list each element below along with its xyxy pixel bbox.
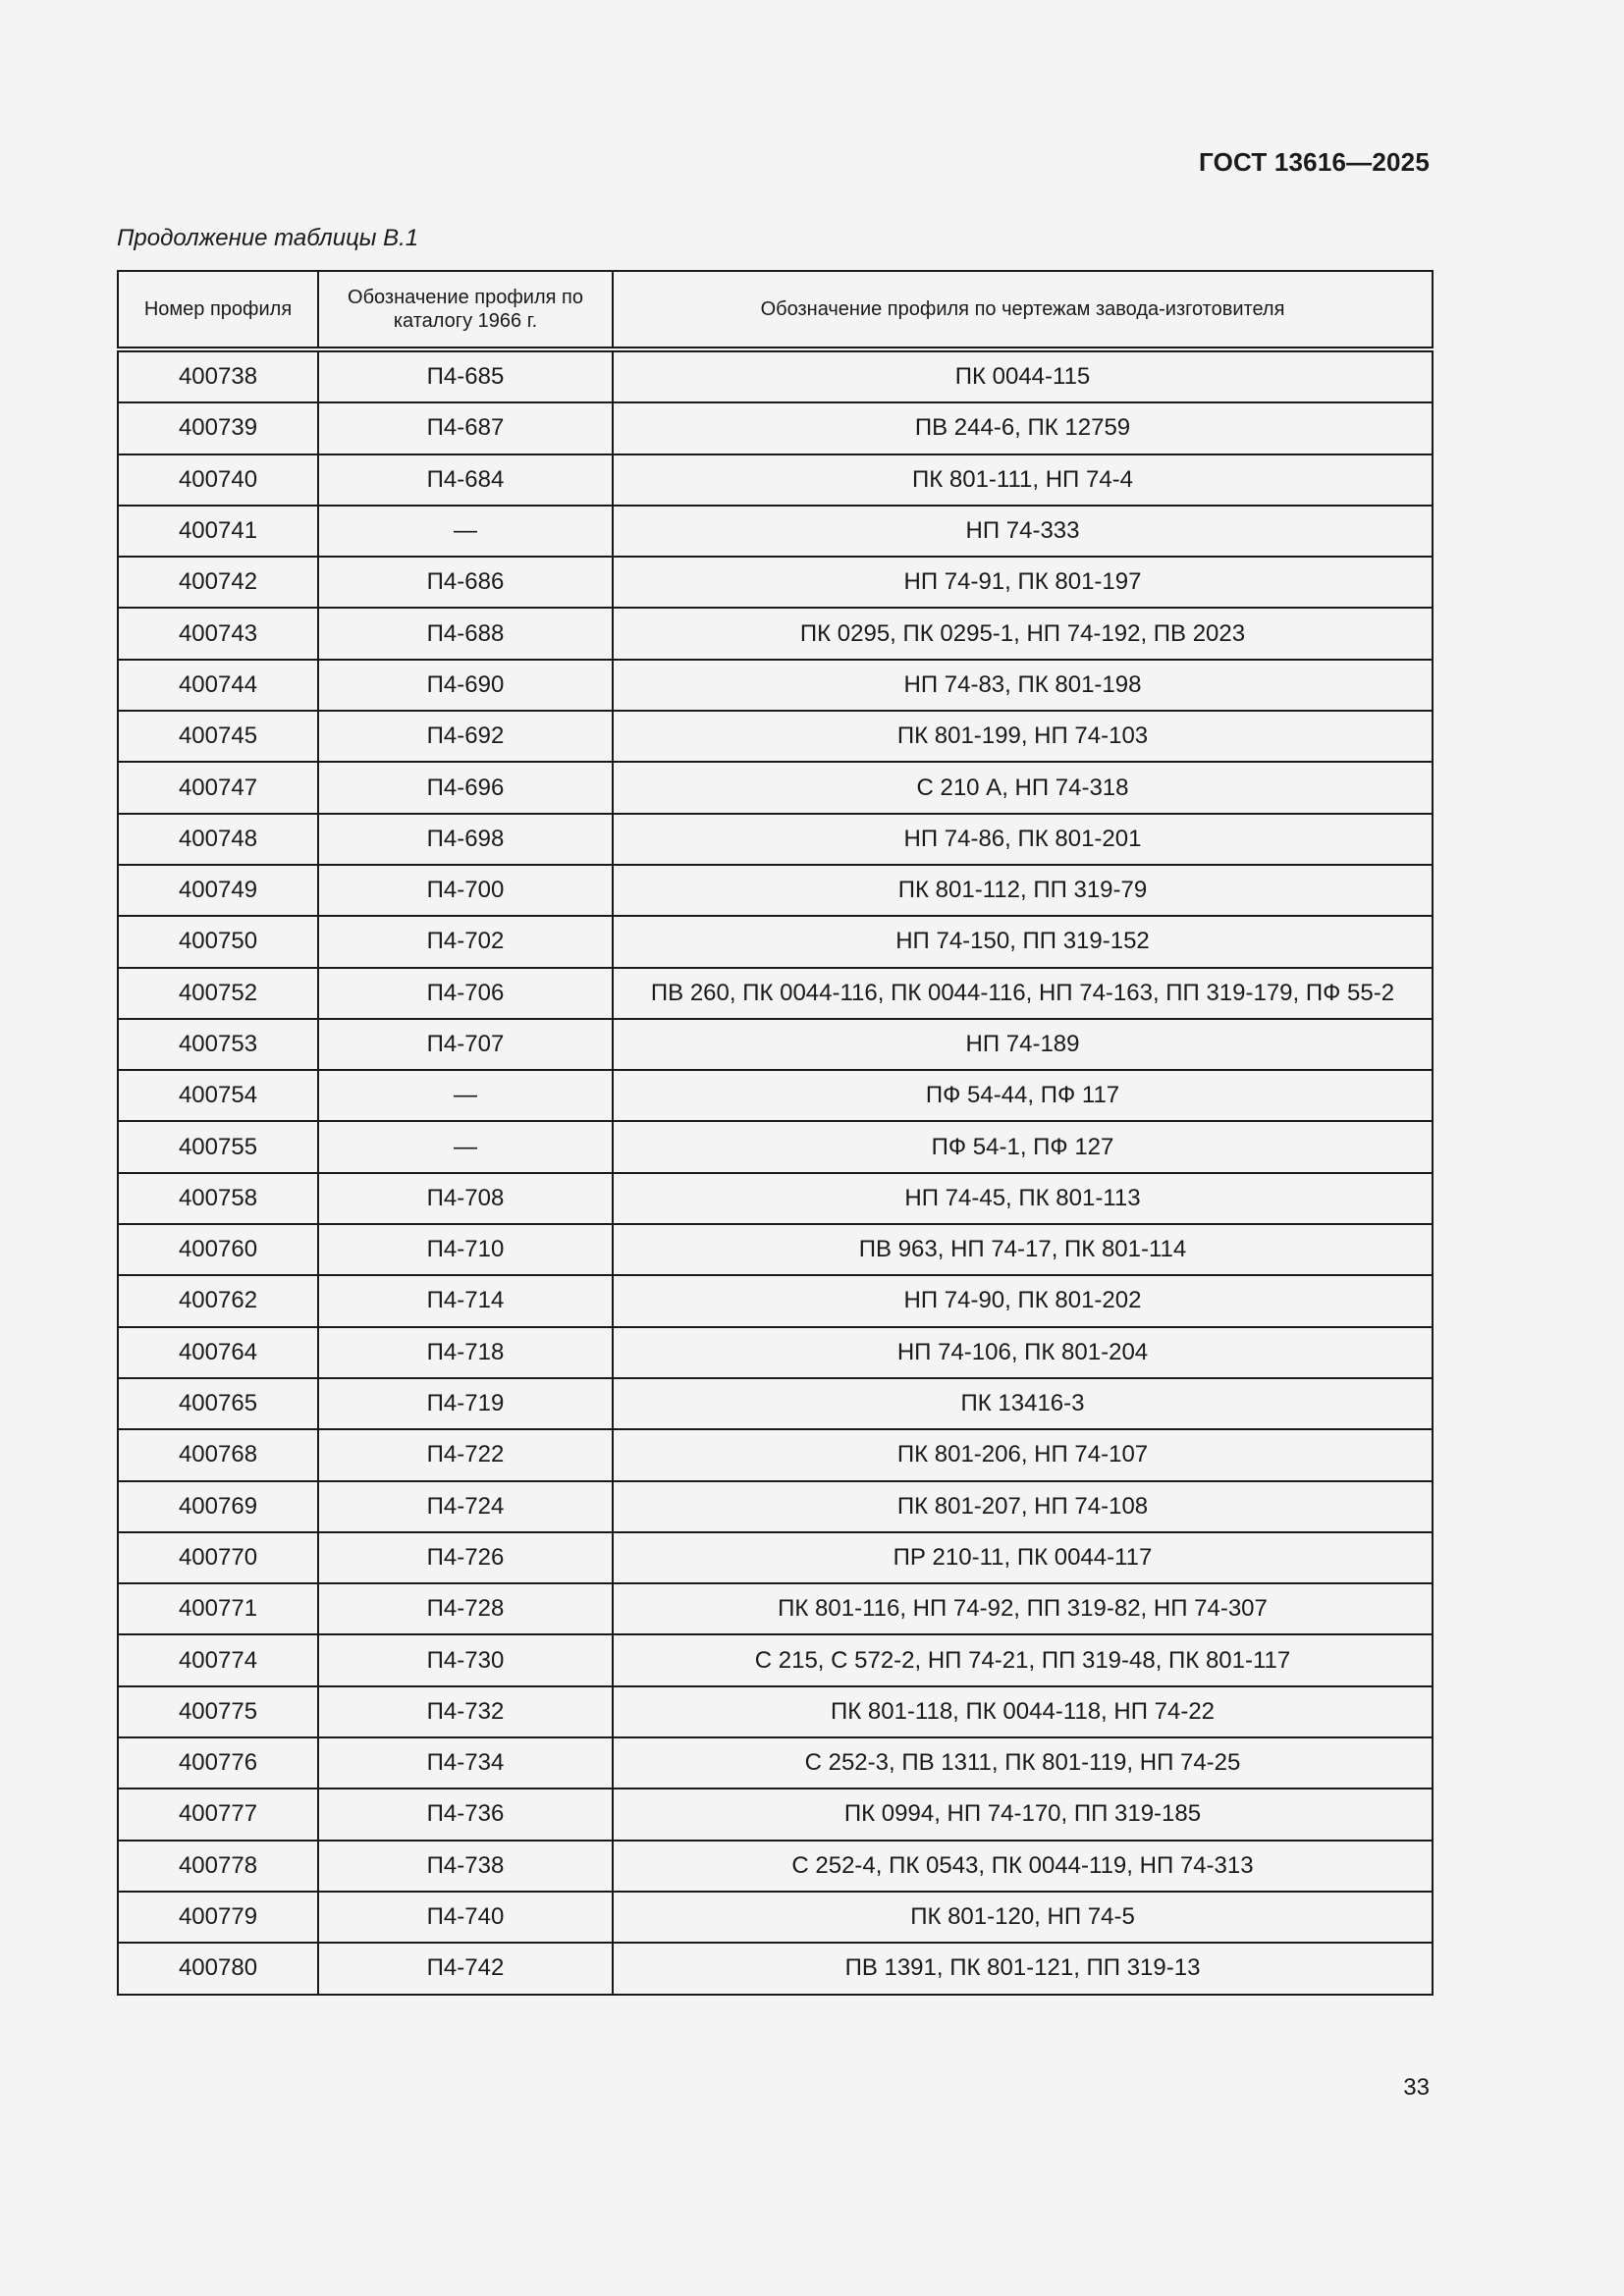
cell-manufacturer-designation: ПК 801-207, НП 74-108 [613, 1481, 1433, 1532]
cell-manufacturer-designation: НП 74-150, ПП 319-152 [613, 916, 1433, 967]
cell-profile-number: 400741 [118, 506, 318, 557]
cell-manufacturer-designation: НП 74-333 [613, 506, 1433, 557]
table-row [118, 762, 1433, 813]
cell-catalog-designation: — [318, 1121, 613, 1172]
cell-catalog-designation: П4-740 [318, 1892, 613, 1943]
table-row [118, 1481, 1433, 1532]
cell-catalog-designation: П4-742 [318, 1943, 613, 1994]
cell-catalog-designation: — [318, 506, 613, 557]
cell-profile-number: 400754 [118, 1070, 318, 1121]
cell-manufacturer-designation: ПК 0295, ПК 0295-1, НП 74-192, ПВ 2023 [613, 608, 1433, 659]
cell-manufacturer-designation: НП 74-106, ПК 801-204 [613, 1327, 1433, 1378]
cell-profile-number: 400749 [118, 865, 318, 916]
cell-profile-number: 400764 [118, 1327, 318, 1378]
cell-manufacturer-designation: ПВ 963, НП 74-17, ПК 801-114 [613, 1224, 1433, 1275]
table-row [118, 814, 1433, 865]
cell-catalog-designation: П4-696 [318, 762, 613, 813]
table-row [118, 1789, 1433, 1840]
table-row [118, 1841, 1433, 1892]
cell-profile-number: 400745 [118, 711, 318, 762]
table-row [118, 506, 1433, 557]
cell-manufacturer-designation: ПФ 54-44, ПФ 117 [613, 1070, 1433, 1121]
table-row [118, 1892, 1433, 1943]
cell-manufacturer-designation: ПК 0994, НП 74-170, ПП 319-185 [613, 1789, 1433, 1840]
table-row [118, 1634, 1433, 1685]
cell-profile-number: 400775 [118, 1686, 318, 1737]
cell-manufacturer-designation: С 252-3, ПВ 1311, ПК 801-119, НП 74-25 [613, 1737, 1433, 1789]
cell-profile-number: 400750 [118, 916, 318, 967]
cell-profile-number: 400742 [118, 557, 318, 608]
cell-catalog-designation: П4-698 [318, 814, 613, 865]
table-row [118, 1327, 1433, 1378]
cell-manufacturer-designation: ПК 0044-115 [613, 349, 1433, 402]
cell-catalog-designation: П4-685 [318, 349, 613, 402]
cell-manufacturer-designation: НП 74-189 [613, 1019, 1433, 1070]
cell-manufacturer-designation: ПВ 1391, ПК 801-121, ПП 319-13 [613, 1943, 1433, 1994]
table-row [118, 608, 1433, 659]
cell-profile-number: 400779 [118, 1892, 318, 1943]
cell-catalog-designation: П4-708 [318, 1173, 613, 1224]
table-row [118, 557, 1433, 608]
cell-manufacturer-designation: ПВ 244-6, ПК 12759 [613, 402, 1433, 454]
cell-catalog-designation: П4-700 [318, 865, 613, 916]
cell-manufacturer-designation: ПВ 260, ПК 0044-116, ПК 0044-116, НП 74-163, ПП 319-179, ПФ 55-2 [613, 968, 1433, 1019]
cell-manufacturer-designation: С 215, С 572-2, НП 74-21, ПП 319-48, ПК 801-117 [613, 1634, 1433, 1685]
table-row [118, 916, 1433, 967]
cell-catalog-designation: П4-728 [318, 1583, 613, 1634]
table-row [118, 1019, 1433, 1070]
table-row [118, 349, 1433, 402]
cell-profile-number: 400744 [118, 660, 318, 711]
table-row [118, 1532, 1433, 1583]
column-header-catalog-1966: Обозначение профиля по каталогу 1966 г. [318, 271, 613, 349]
cell-catalog-designation: П4-736 [318, 1789, 613, 1840]
cell-profile-number: 400740 [118, 454, 318, 506]
table-row [118, 1224, 1433, 1275]
cell-profile-number: 400778 [118, 1841, 318, 1892]
cell-manufacturer-designation: ПК 801-112, ПП 319-79 [613, 865, 1433, 916]
cell-catalog-designation: П4-732 [318, 1686, 613, 1737]
cell-manufacturer-designation: ПФ 54-1, ПФ 127 [613, 1121, 1433, 1172]
cell-profile-number: 400760 [118, 1224, 318, 1275]
column-header-profile-number: Номер профиля [118, 271, 318, 349]
cell-profile-number: 400739 [118, 402, 318, 454]
table-row [118, 1275, 1433, 1326]
cell-catalog-designation: П4-687 [318, 402, 613, 454]
cell-manufacturer-designation: ПК 801-120, НП 74-5 [613, 1892, 1433, 1943]
cell-catalog-designation: П4-738 [318, 1841, 613, 1892]
cell-manufacturer-designation: ПР 210-11, ПК 0044-117 [613, 1532, 1433, 1583]
cell-manufacturer-designation: ПК 801-206, НП 74-107 [613, 1429, 1433, 1480]
cell-manufacturer-designation: НП 74-83, ПК 801-198 [613, 660, 1433, 711]
cell-manufacturer-designation: ПК 801-118, ПК 0044-118, НП 74-22 [613, 1686, 1433, 1737]
cell-manufacturer-designation: НП 74-86, ПК 801-201 [613, 814, 1433, 865]
cell-catalog-designation: П4-718 [318, 1327, 613, 1378]
cell-manufacturer-designation: С 252-4, ПК 0543, ПК 0044-119, НП 74-313 [613, 1841, 1433, 1892]
cell-catalog-designation: П4-734 [318, 1737, 613, 1789]
cell-profile-number: 400780 [118, 1943, 318, 1994]
table-row [118, 1173, 1433, 1224]
cell-profile-number: 400765 [118, 1378, 318, 1429]
cell-catalog-designation: П4-707 [318, 1019, 613, 1070]
cell-catalog-designation: — [318, 1070, 613, 1121]
cell-profile-number: 400747 [118, 762, 318, 813]
cell-profile-number: 400768 [118, 1429, 318, 1480]
cell-profile-number: 400762 [118, 1275, 318, 1326]
cell-catalog-designation: П4-730 [318, 1634, 613, 1685]
table-row [118, 711, 1433, 762]
table-row [118, 968, 1433, 1019]
cell-profile-number: 400748 [118, 814, 318, 865]
table-header-row [118, 271, 1433, 349]
cell-catalog-designation: П4-706 [318, 968, 613, 1019]
table-row [118, 660, 1433, 711]
cell-catalog-designation: П4-722 [318, 1429, 613, 1480]
table-row [118, 1070, 1433, 1121]
cell-manufacturer-designation: НП 74-45, ПК 801-113 [613, 1173, 1433, 1224]
cell-catalog-designation: П4-714 [318, 1275, 613, 1326]
column-header-manufacturer-drawings: Обозначение профиля по чертежам завода-изготовителя [613, 271, 1433, 349]
cell-profile-number: 400752 [118, 968, 318, 1019]
cell-profile-number: 400776 [118, 1737, 318, 1789]
table-row [118, 1737, 1433, 1789]
cell-catalog-designation: П4-684 [318, 454, 613, 506]
cell-profile-number: 400738 [118, 349, 318, 402]
table-body [118, 349, 1433, 1995]
cell-catalog-designation: П4-688 [318, 608, 613, 659]
cell-profile-number: 400758 [118, 1173, 318, 1224]
cell-catalog-designation: П4-724 [318, 1481, 613, 1532]
table-row [118, 1583, 1433, 1634]
table-row [118, 865, 1433, 916]
table-row [118, 1378, 1433, 1429]
cell-profile-number: 400777 [118, 1789, 318, 1840]
table-row [118, 454, 1433, 506]
cell-catalog-designation: П4-726 [318, 1532, 613, 1583]
page-number: 33 [1403, 2074, 1430, 2101]
table-caption: Продолжение таблицы В.1 [117, 225, 419, 251]
cell-profile-number: 400755 [118, 1121, 318, 1172]
cell-manufacturer-designation: НП 74-90, ПК 801-202 [613, 1275, 1433, 1326]
table-row [118, 1686, 1433, 1737]
cell-catalog-designation: П4-690 [318, 660, 613, 711]
cell-manufacturer-designation: ПК 801-116, НП 74-92, ПП 319-82, НП 74-307 [613, 1583, 1433, 1634]
cell-profile-number: 400753 [118, 1019, 318, 1070]
cell-profile-number: 400771 [118, 1583, 318, 1634]
table-row [118, 1429, 1433, 1480]
cell-profile-number: 400774 [118, 1634, 318, 1685]
cell-manufacturer-designation: С 210 А, НП 74-318 [613, 762, 1433, 813]
cell-catalog-designation: П4-692 [318, 711, 613, 762]
table-row [118, 1121, 1433, 1172]
cell-catalog-designation: П4-710 [318, 1224, 613, 1275]
cell-catalog-designation: П4-719 [318, 1378, 613, 1429]
standard-header: ГОСТ 13616—2025 [1199, 147, 1430, 177]
table-row [118, 1943, 1433, 1994]
table-row [118, 402, 1433, 454]
cell-catalog-designation: П4-702 [318, 916, 613, 967]
cell-manufacturer-designation: ПК 801-111, НП 74-4 [613, 454, 1433, 506]
profile-table [117, 270, 1434, 1996]
cell-profile-number: 400770 [118, 1532, 318, 1583]
cell-profile-number: 400743 [118, 608, 318, 659]
cell-catalog-designation: П4-686 [318, 557, 613, 608]
cell-manufacturer-designation: НП 74-91, ПК 801-197 [613, 557, 1433, 608]
cell-manufacturer-designation: ПК 801-199, НП 74-103 [613, 711, 1433, 762]
cell-manufacturer-designation: ПК 13416-3 [613, 1378, 1433, 1429]
cell-profile-number: 400769 [118, 1481, 318, 1532]
